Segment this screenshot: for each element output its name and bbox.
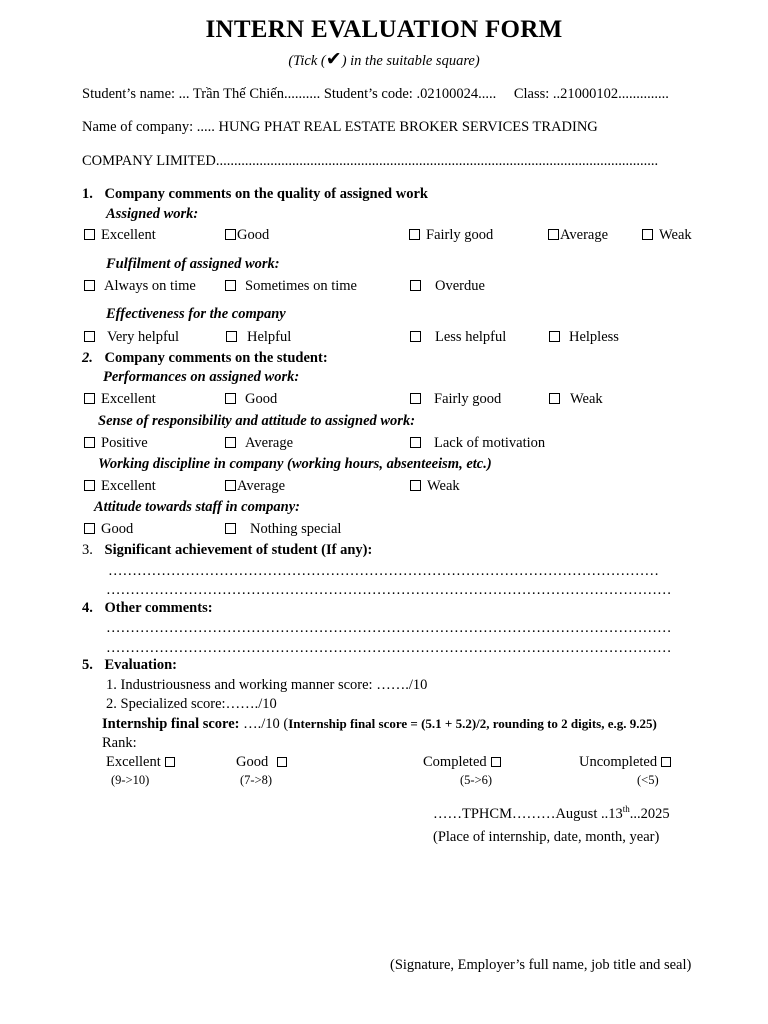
checkbox-icon[interactable] [548, 229, 559, 240]
option-label: Weak [659, 227, 692, 243]
option-label: Always on time [104, 278, 196, 294]
comments-line-1[interactable]: ……………………………………………………………………………………………………… [106, 620, 672, 636]
section2-heading [82, 350, 328, 367]
rank-completed-range: (5->6) [460, 773, 493, 787]
section3-heading [82, 542, 372, 559]
company-value-1[interactable]: HUNG PHAT REAL ESTATE BROKER SERVICES TRADING [218, 119, 598, 135]
section5-title: Evaluation: [104, 657, 178, 673]
section4-title: Other comments: [104, 600, 213, 616]
checkbox-icon[interactable] [642, 229, 653, 240]
final-score-label: Internship final score: [102, 716, 240, 732]
option-label: Fairly good [434, 391, 502, 407]
company-line-2 [82, 153, 658, 170]
option-assigned-good[interactable] [225, 227, 269, 244]
section2-title: Company comments on the student: [104, 350, 328, 366]
student-name-label: Student’s name: ... [82, 86, 190, 102]
option-label: Average [245, 435, 294, 451]
checkbox-icon[interactable] [225, 280, 236, 291]
option-label: Fairly good [426, 227, 494, 243]
checkbox-icon[interactable] [549, 393, 560, 404]
student-code-trail: ..... [478, 86, 497, 102]
subtitle-post: ) in the suitable square) [341, 53, 480, 69]
checkbox-icon[interactable] [84, 229, 95, 240]
comments-line-2[interactable]: ……………………………………………………………………………………………………… [106, 640, 672, 656]
section5-heading [82, 657, 177, 674]
option-label: Sometimes on time [245, 278, 357, 294]
class-value[interactable]: 21000102 [560, 86, 619, 102]
section3-title: Significant achievement of student (If any): [104, 542, 373, 558]
company-trail: .......................................................................................................................... [215, 153, 659, 169]
checkbox-icon[interactable] [225, 480, 236, 491]
final-score-value[interactable]: …./10 ( [239, 716, 289, 732]
option-perf-weak[interactable] [549, 391, 603, 408]
student-info-line [82, 86, 669, 103]
checkbox-icon[interactable] [225, 229, 236, 240]
final-score-line [102, 716, 657, 733]
option-assigned-average[interactable] [548, 227, 608, 244]
effectiveness-label: Effectiveness for the company [106, 306, 286, 322]
option-label: Helpless [569, 329, 619, 345]
rank-good[interactable] [236, 754, 287, 771]
option-att-nothing[interactable] [225, 521, 341, 538]
checkbox-icon[interactable] [410, 393, 421, 404]
company-label: Name of company: ..... [82, 119, 215, 135]
option-label: Excellent [101, 478, 156, 494]
option-att-good[interactable] [84, 521, 133, 538]
option-fulfilment-overdue[interactable] [410, 278, 485, 295]
date-sup: th [622, 804, 630, 814]
checkbox-icon[interactable] [84, 280, 95, 291]
fulfilment-label: Fulfilment of assigned work: [106, 256, 280, 272]
rank-label: Rank: [102, 735, 137, 751]
eval-item-2[interactable]: 2. Specialized score:……./10 [106, 696, 277, 712]
achievement-line-1[interactable]: …………………………………………………………………………………………………… [108, 563, 659, 579]
option-effect-helpless[interactable] [549, 329, 619, 346]
section4-number: 4. [82, 600, 93, 616]
company-value-2[interactable]: COMPANY LIMITED [82, 153, 216, 169]
option-label: Good [237, 227, 270, 243]
checkbox-icon[interactable] [409, 229, 420, 240]
checkbox-icon[interactable] [549, 331, 560, 342]
checkbox-icon[interactable] [491, 757, 501, 767]
assigned-work-label: Assigned work: [106, 206, 199, 222]
rank-completed[interactable] [423, 754, 501, 771]
section1-number: 1. [82, 186, 93, 202]
option-perf-good[interactable] [225, 391, 277, 408]
rank-excellent[interactable] [106, 754, 175, 771]
checkbox-icon[interactable] [84, 480, 95, 491]
section5-number: 5. [82, 657, 93, 673]
option-effect-very-helpful[interactable] [84, 329, 179, 346]
rank-label-text: Uncompleted [579, 754, 658, 770]
checkbox-icon[interactable] [84, 437, 95, 448]
option-label: Lack of motivation [434, 435, 546, 451]
date-place-line[interactable] [433, 804, 670, 823]
section2-number: 2. [82, 350, 93, 366]
checkbox-icon[interactable] [410, 280, 421, 291]
company-line-1 [82, 119, 598, 136]
final-formula-rest: = (5.1 + 5.2)/2, rounding to 2 digits, e.g. 9.25) [407, 716, 657, 731]
rank-label-text: Good [236, 754, 269, 770]
checkbox-icon[interactable] [165, 757, 175, 767]
checkbox-icon[interactable] [226, 331, 237, 342]
checkbox-icon[interactable] [410, 480, 421, 491]
option-assigned-fairly-good[interactable] [409, 227, 493, 244]
option-assigned-weak[interactable] [642, 227, 692, 244]
option-resp-average[interactable] [225, 435, 293, 452]
section1-heading [82, 186, 428, 203]
checkbox-icon[interactable] [225, 393, 236, 404]
option-label: Excellent [101, 227, 156, 243]
option-label: Overdue [435, 278, 485, 294]
class-label: Class: .. [513, 86, 561, 102]
option-label: Good [101, 521, 134, 537]
option-effect-less-helpful[interactable] [410, 329, 506, 346]
checkbox-icon[interactable] [277, 757, 287, 767]
class-trail: .............. [618, 86, 669, 102]
form-subtitle [0, 48, 768, 71]
signature-note: (Signature, Employer’s full name, job title and seal) [390, 957, 692, 973]
rank-label-text: Completed [423, 754, 487, 770]
place-note: (Place of internship, date, month, year) [433, 829, 660, 845]
final-formula-bold: Internship final score [288, 716, 408, 731]
form-title: INTERN EVALUATION FORM [205, 16, 563, 43]
section1-title: Company comments on the quality of assigned work [104, 186, 428, 202]
responsibility-label: Sense of responsibility and attitude to assigned work: [98, 413, 416, 429]
checkbox-icon[interactable] [410, 437, 421, 448]
option-assigned-excellent[interactable] [84, 227, 156, 244]
option-label: Very helpful [107, 329, 180, 345]
eval-item-1[interactable]: 1. Industriousness and working manner score: ……./10 [106, 677, 428, 693]
option-label: Nothing special [250, 521, 342, 537]
checkbox-icon[interactable] [410, 331, 421, 342]
option-perf-excellent[interactable] [84, 391, 156, 408]
section3-number: 3. [82, 542, 93, 558]
checkbox-icon[interactable] [84, 393, 95, 404]
option-disc-average[interactable] [225, 478, 285, 495]
option-label: Excellent [101, 391, 156, 407]
checkbox-icon[interactable] [225, 437, 236, 448]
option-label: Weak [427, 478, 460, 494]
rank-good-range: (7->8) [240, 773, 273, 787]
section4-heading [82, 600, 213, 617]
attitude-label: Attitude towards staff in company: [94, 499, 300, 515]
option-fulfilment-sometimes[interactable] [225, 278, 357, 295]
option-resp-lack[interactable] [410, 435, 545, 452]
student-name-value[interactable]: Trần Thế Chiến [192, 86, 284, 102]
option-fulfilment-always[interactable] [84, 278, 196, 295]
checkbox-icon[interactable] [84, 331, 95, 342]
option-label: Average [237, 478, 286, 494]
option-perf-fairly-good[interactable] [410, 391, 501, 408]
checkbox-icon[interactable] [84, 523, 95, 534]
tick-mark-icon: ✔ [325, 49, 342, 70]
student-name-trail: .......... [283, 86, 321, 102]
option-label: Average [560, 227, 609, 243]
checkbox-icon[interactable] [225, 523, 236, 534]
achievement-line-2[interactable]: ……………………………………………………………………………………………………… [106, 582, 672, 598]
option-label: Positive [101, 435, 148, 451]
subtitle-pre: (Tick ( [288, 53, 326, 69]
rank-label-text: Excellent [106, 754, 161, 770]
checkbox-icon[interactable] [661, 757, 671, 767]
performance-label: Performances on assigned work: [103, 369, 300, 385]
option-resp-positive[interactable] [84, 435, 148, 452]
student-code-label: Student’s code: . [323, 86, 421, 102]
option-label: Good [245, 391, 278, 407]
rank-excellent-range: (9->10) [111, 773, 150, 787]
option-effect-helpful[interactable] [226, 329, 291, 346]
student-code-value[interactable]: 02100024 [420, 86, 479, 102]
date-pre: ……TPHCM………August ..13 [433, 805, 623, 822]
rank-uncompleted-range: (<5) [637, 773, 659, 787]
option-disc-excellent[interactable] [84, 478, 156, 495]
option-disc-weak[interactable] [410, 478, 460, 495]
option-label: Weak [570, 391, 603, 407]
option-label: Less helpful [435, 329, 507, 345]
date-post: ...2025 [629, 805, 670, 822]
rank-uncompleted[interactable] [579, 754, 671, 771]
discipline-label: Working discipline in company (working hours, absenteeism, etc.) [98, 456, 492, 472]
option-label: Helpful [247, 329, 292, 345]
